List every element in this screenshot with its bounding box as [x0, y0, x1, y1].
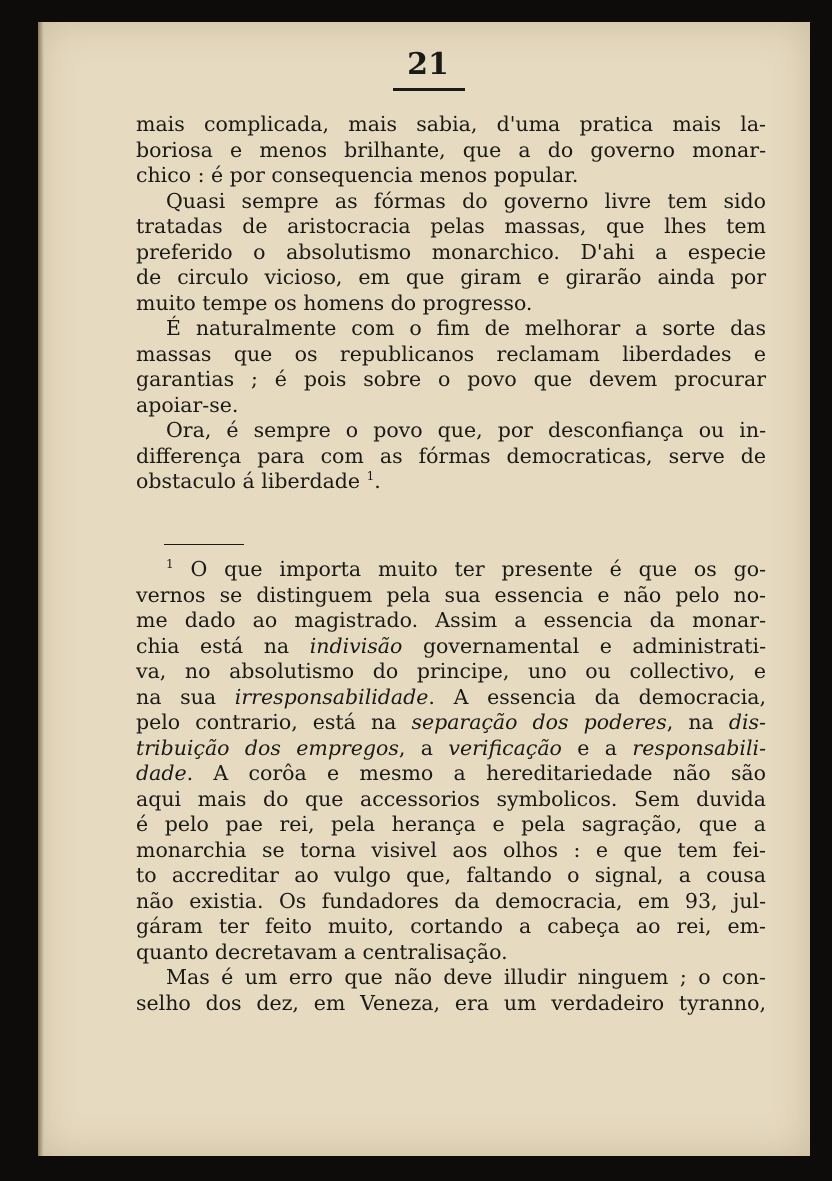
text-line: selho dos dez, em Veneza, era um verdadeiro tyranno,	[136, 990, 766, 1015]
text-line	[136, 634, 766, 660]
book-page	[38, 22, 810, 1156]
text-line: differença para com as fórmas democraticas, serve de	[136, 443, 766, 468]
text-fragment: .	[374, 469, 381, 493]
italic-term: indivisão	[309, 633, 403, 658]
text-line: massas que os republicanos reclamam liberdades e	[136, 341, 766, 366]
page-number-rule	[393, 88, 465, 91]
paragraph-3	[136, 316, 766, 418]
footnote-separator	[164, 544, 244, 545]
text-fragment: O que importa muito ter presente é que os go-	[173, 557, 766, 581]
text-line: é pelo pae rei, pela herança e pela sagração, que a	[136, 812, 766, 836]
text-line: boriosa e menos brilhante, que a do governo monar-	[136, 137, 766, 162]
text-fragment: governamental e administrati-	[402, 633, 766, 658]
text-line: tratadas de aristocracia pelas massas, que lhes tem	[136, 214, 766, 238]
text-line: apoiar-se.	[136, 392, 239, 417]
text-line	[136, 710, 766, 736]
page-number: 21	[407, 47, 449, 82]
text-line: va, no absolutismo do principe, uno ou collectivo, e	[136, 659, 766, 683]
text-line: to accreditar ao vulgo que, faltando o signal, a cousa	[136, 863, 766, 887]
text-line	[136, 685, 766, 711]
italic-term: responsabili-	[632, 735, 767, 760]
text-line	[136, 761, 766, 787]
page-spine-shadow	[38, 22, 44, 1156]
text-line: me dado ao magistrado. Assim a essencia da monar-	[136, 608, 766, 632]
text-fragment: chia está na	[136, 633, 310, 658]
footnote-paragraph-1	[136, 557, 766, 965]
text-line: muito tempe os homens do progresso.	[136, 290, 533, 315]
text-line: Mas é um erro que não deve illudir ninguem ; o con-	[166, 965, 766, 989]
text-line	[136, 557, 766, 583]
text-fragment: e a	[561, 735, 633, 760]
text-fragment: pelo contrario, está na	[136, 710, 412, 734]
footnote-marker: 1	[366, 469, 375, 484]
paragraph-2	[136, 189, 766, 317]
text-line: Quasi sempre as fórmas do governo livre tem sido	[166, 188, 766, 213]
text-line: aqui mais do que accessorios symbolicos. Sem duvida	[136, 786, 766, 811]
text-fragment: , a	[398, 735, 449, 760]
text-line	[136, 469, 766, 495]
text-line: de circulo vicioso, em que giram e girarão ainda por	[136, 265, 766, 289]
footnote	[136, 557, 766, 1016]
text-line: não existia. Os fundadores da democracia, em 93, jul-	[136, 888, 766, 913]
text-line: quanto decretavam a centralisação.	[136, 939, 508, 964]
footnote-number: 1	[166, 557, 174, 572]
text-line: chico : é por consequencia menos popular.	[136, 163, 579, 187]
italic-term: verificação	[448, 735, 562, 760]
footnote-paragraph-2	[136, 965, 766, 1016]
italic-term: dade	[136, 761, 187, 785]
paragraph-4	[136, 418, 766, 495]
text-line: vernos se distinguem pela sua essencia e não pelo no-	[136, 582, 766, 607]
italic-term: separação dos poderes	[411, 710, 667, 734]
italic-term: irresponsabilidade	[234, 684, 429, 709]
text-line: gáram ter feito muito, cortando a cabeça ao rei, em-	[136, 914, 766, 938]
text-line: É naturalmente com o fim de melhorar a sorte das	[166, 316, 766, 340]
main-text	[136, 112, 766, 495]
text-fragment: obstaculo á liberdade	[136, 469, 361, 493]
text-line	[136, 736, 766, 762]
text-fragment: na sua	[136, 684, 235, 709]
text-line: Ora, é sempre o povo que, por desconfiança ou in-	[166, 418, 766, 442]
italic-term: dis-	[728, 710, 766, 734]
italic-term: tribuição dos empregos	[136, 735, 399, 760]
text-line: garantias ; é pois sobre o povo que devem procurar	[136, 367, 766, 391]
text-fragment: , na	[666, 710, 729, 734]
text-fragment: . A essencia da democracia,	[428, 684, 766, 709]
text-line: monarchia se torna visivel aos olhos : e que tem fei-	[136, 837, 766, 862]
text-line: preferido o absolutismo monarchico. D'ahi a especie	[136, 239, 766, 264]
text-line: mais complicada, mais sabia, d'uma pratica mais la-	[136, 112, 766, 136]
text-fragment: . A corôa e mesmo a hereditariedade não são	[186, 761, 766, 785]
paragraph-1	[136, 112, 766, 189]
